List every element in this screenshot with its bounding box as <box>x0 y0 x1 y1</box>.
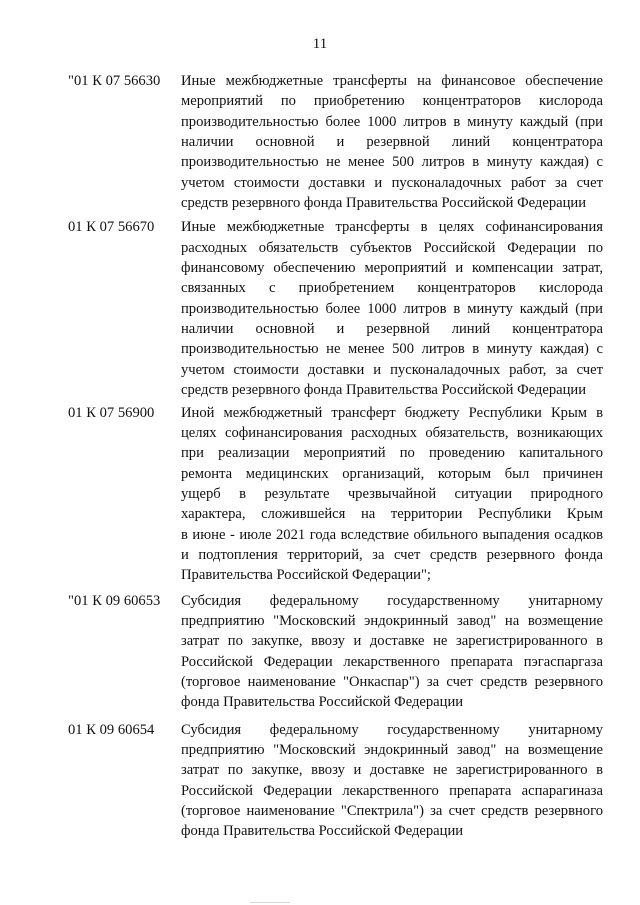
budget-classification-code: "01 К 07 56630 <box>68 73 161 89</box>
description-line: производительностью более 1000 литров в минуту каждый (при <box>181 300 603 317</box>
budget-entry <box>68 217 603 400</box>
description-line: Российской Федерации лекарственного препарата аспарагиназа <box>181 782 603 799</box>
description-line: производительностью более 1000 литров в минуту каждый (при <box>181 113 603 130</box>
budget-entry <box>68 71 603 213</box>
description-line: ремонта медицинских организаций, которым был причинен <box>181 465 603 482</box>
description-line: Российской Федерации лекарственного препарата пэгаспаргаза <box>181 653 603 670</box>
description-line: средств резервного фонда Правительства Российской Федерации <box>181 195 587 212</box>
description-line: при реализации мероприятий по проведению капитального <box>181 445 603 462</box>
description-line: (торговое наименование "Онкаспар") за счет средств резервного <box>181 673 603 690</box>
description-line: затрат по закупке, ввозу и доставке не зарегистрированного в <box>181 633 603 650</box>
budget-classification-code: 01 К 09 60654 <box>68 721 155 738</box>
description-line: средств резервного фонда Правительства Российской Федерации <box>181 382 587 399</box>
description-line: производительностью не менее 500 литров в минуту каждая) с <box>181 154 603 171</box>
description-line: фонда Правительства Российской Федерации <box>181 823 464 840</box>
budget-classification-code: 01 К 07 56670 <box>68 219 155 236</box>
description-line: мероприятий по приобретению концентраторов кислорода <box>181 93 603 110</box>
description-line: характера, сложившейся на территории Республики Крым <box>181 506 603 523</box>
budget-classification-code: 01 К 07 56900 <box>68 404 155 421</box>
description-line: связанных с приобретением концентраторов кислорода <box>181 280 603 297</box>
budget-entry <box>68 403 603 586</box>
description-line: Иной межбюджетный трансферт бюджету Республики Крым в <box>181 404 603 421</box>
description-line: учетом стоимости доставки и пусконаладочных работ за счет <box>181 174 603 191</box>
entry-description <box>181 591 603 713</box>
description-line: затрат по закупке, ввозу и доставке не зарегистрированного в <box>181 762 603 779</box>
page-number: 11 <box>312 36 328 52</box>
description-line: наличии основной и резервной линий концентратора <box>181 134 603 151</box>
description-line: ущерб в результате чрезвычайной ситуации природного <box>181 485 603 502</box>
description-line: фонда Правительства Российской Федерации <box>181 694 464 711</box>
entry-description <box>181 71 603 213</box>
description-line: наличии основной и резервной линий концентратора <box>181 321 603 338</box>
description-line: финансовому обеспечению мероприятий и компенсации затрат, <box>181 260 603 277</box>
budget-code-list <box>68 71 603 842</box>
entry-description <box>181 403 603 586</box>
description-line: Иные межбюджетные трансферты в целях софинансирования <box>181 219 603 236</box>
description-line: Субсидия федеральному государственному унитарному <box>181 721 603 738</box>
description-line: учетом стоимости доставки и пусконаладочных работ, за счет <box>181 361 603 378</box>
description-line: предприятию "Московский эндокринный завод" на возмещение <box>181 612 603 629</box>
description-line: и подтопления территорий, за счет средств резервного фонда <box>181 546 603 563</box>
budget-entry <box>68 720 603 842</box>
description-line: в июне - июле 2021 года вследствие обильного выпадения осадков <box>181 526 603 543</box>
scan-edge-mark <box>250 902 290 903</box>
entry-description <box>181 720 603 842</box>
description-line: Правительства Российской Федерации"; <box>181 567 431 584</box>
budget-classification-code: "01 К 09 60653 <box>68 592 161 609</box>
description-line: производительностью не менее 500 литров в минуту каждая) с <box>181 341 603 358</box>
entry-description <box>181 217 603 400</box>
budget-entry <box>68 591 603 713</box>
description-line: (торговое наименование "Спектрила") за счет средств резервного <box>181 803 603 820</box>
description-line: Субсидия федеральному государственному унитарному <box>181 592 603 609</box>
description-line: целях софинансирования расходных обязательств, возникающих <box>181 424 603 441</box>
description-line: Иные межбюджетные трансферты на финансовое обеспечение <box>181 73 603 89</box>
description-line: предприятию "Московский эндокринный завод" на возмещение <box>181 742 603 758</box>
description-line: расходных обязательств субъектов Российской Федерации по <box>181 239 603 256</box>
